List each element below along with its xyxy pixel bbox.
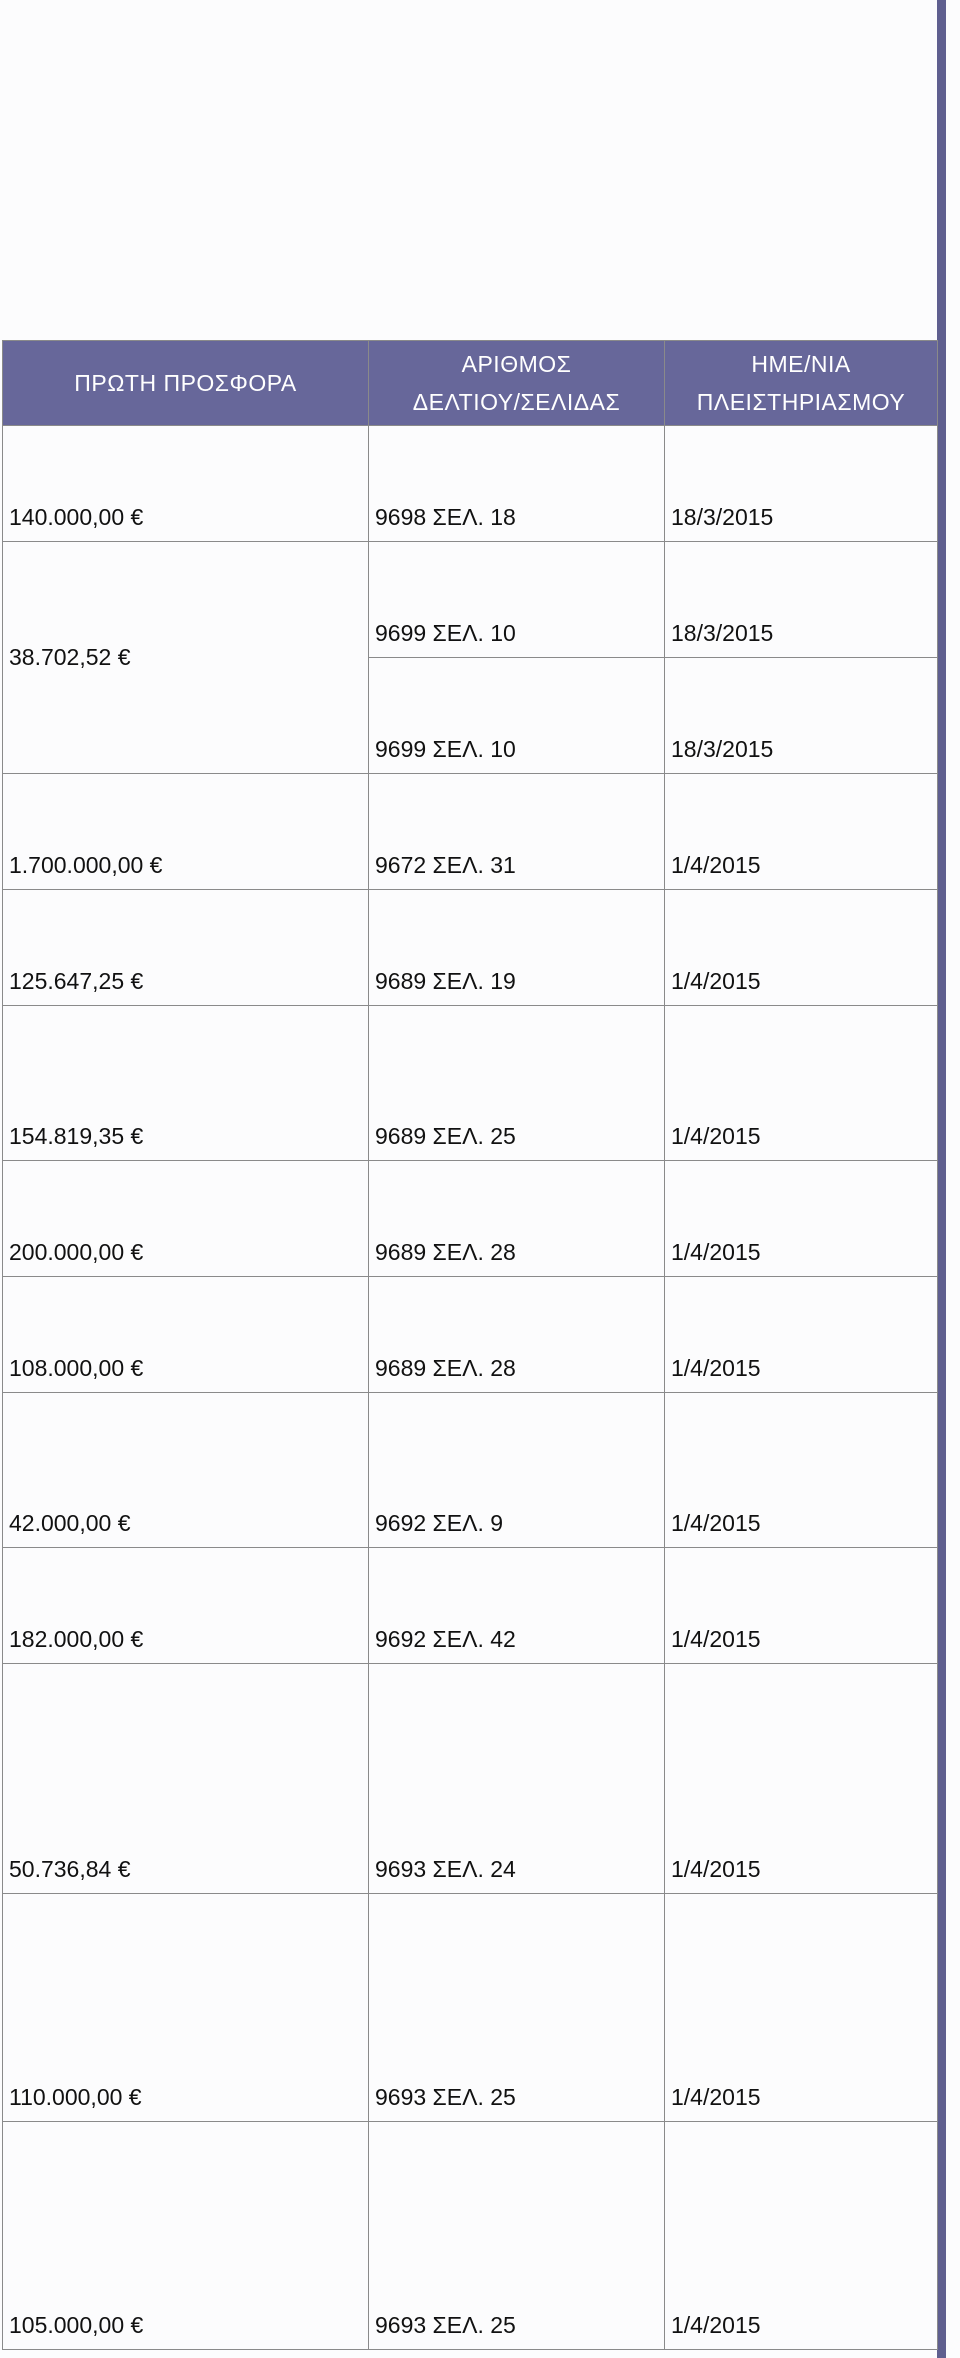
- table-row: [3, 1548, 938, 1664]
- table-row: [3, 426, 938, 542]
- offer-cell: 140.000,00 €: [3, 426, 369, 542]
- date-cell: 1/4/2015: [665, 2122, 938, 2350]
- bulletin-cell: 9689 ΣΕΛ. 19: [369, 890, 665, 1006]
- bulletin-cell: 9689 ΣΕΛ. 28: [369, 1161, 665, 1277]
- date-cell: 1/4/2015: [665, 1006, 938, 1161]
- date-cell: 1/4/2015: [665, 774, 938, 890]
- bulletin-cell: 9689 ΣΕΛ. 25: [369, 1006, 665, 1161]
- date-cell: 1/4/2015: [665, 1548, 938, 1664]
- offer-cell: 105.000,00 €: [3, 2122, 369, 2350]
- offer-cell: 38.702,52 €: [3, 542, 369, 774]
- date-cell: 18/3/2015: [665, 426, 938, 542]
- date-cell: 1/4/2015: [665, 1277, 938, 1393]
- offer-cell: 154.819,35 €: [3, 1006, 369, 1161]
- date-cell: 18/3/2015: [665, 658, 938, 774]
- date-cell: 1/4/2015: [665, 1393, 938, 1548]
- offer-cell: 108.000,00 €: [3, 1277, 369, 1393]
- table-row: [3, 542, 938, 658]
- offer-cell: 200.000,00 €: [3, 1161, 369, 1277]
- date-cell: 1/4/2015: [665, 1161, 938, 1277]
- auction-table: [2, 340, 938, 2350]
- table-row: [3, 1006, 938, 1161]
- table-row: [3, 1894, 938, 2122]
- column-header-auction-date: ΗΜΕ/ΝΙΑ ΠΛΕΙΣΤΗΡΙΑΣΜΟΥ: [665, 341, 938, 426]
- bulletin-cell: 9672 ΣΕΛ. 31: [369, 774, 665, 890]
- table-row: [3, 1277, 938, 1393]
- offer-cell: 182.000,00 €: [3, 1548, 369, 1664]
- bulletin-cell: 9693 ΣΕΛ. 25: [369, 1894, 665, 2122]
- header-row: [3, 341, 938, 426]
- date-cell: 1/4/2015: [665, 890, 938, 1006]
- bulletin-cell: 9699 ΣΕΛ. 10: [369, 542, 665, 658]
- bulletin-cell: 9699 ΣΕΛ. 10: [369, 658, 665, 774]
- table-row: [3, 1393, 938, 1548]
- table-row: [3, 774, 938, 890]
- table-row: [3, 890, 938, 1006]
- bulletin-cell: 9692 ΣΕΛ. 42: [369, 1548, 665, 1664]
- bulletin-cell: 9693 ΣΕΛ. 24: [369, 1664, 665, 1894]
- bulletin-cell: 9693 ΣΕΛ. 25: [369, 2122, 665, 2350]
- page-edge-bar: [937, 0, 946, 2358]
- offer-cell: 1.700.000,00 €: [3, 774, 369, 890]
- column-header-bulletin-page: ΑΡΙΘΜΟΣ ΔΕΛΤΙΟΥ/ΣΕΛΙΔΑΣ: [369, 341, 665, 426]
- date-cell: 1/4/2015: [665, 1664, 938, 1894]
- bulletin-cell: 9698 ΣΕΛ. 18: [369, 426, 665, 542]
- offer-cell: 50.736,84 €: [3, 1664, 369, 1894]
- offer-cell: 42.000,00 €: [3, 1393, 369, 1548]
- table-row: [3, 2122, 938, 2350]
- column-header-first-offer: ΠΡΩΤΗ ΠΡΟΣΦΟΡΑ: [3, 341, 369, 426]
- bulletin-cell: 9689 ΣΕΛ. 28: [369, 1277, 665, 1393]
- offer-cell: 125.647,25 €: [3, 890, 369, 1006]
- bulletin-cell: 9692 ΣΕΛ. 9: [369, 1393, 665, 1548]
- table-row: [3, 1664, 938, 1894]
- date-cell: 18/3/2015: [665, 542, 938, 658]
- table-row: [3, 1161, 938, 1277]
- date-cell: 1/4/2015: [665, 1894, 938, 2122]
- offer-cell: 110.000,00 €: [3, 1894, 369, 2122]
